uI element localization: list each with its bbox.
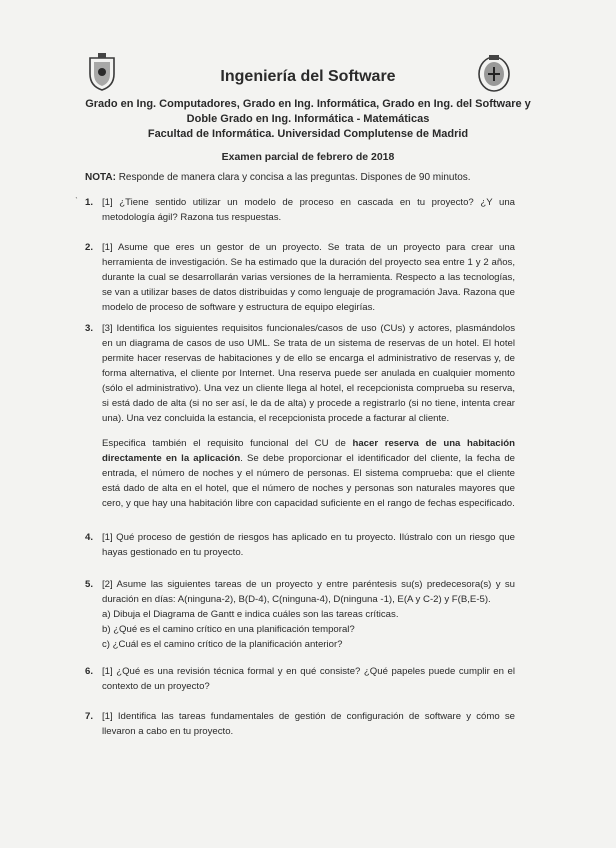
question-2: [85, 240, 515, 315]
question-number: 2.: [85, 242, 94, 253]
question-5: [85, 577, 515, 652]
note: [85, 172, 545, 183]
question-text: [2] Asume las siguientes tareas de un proyecto y entre paréntesis su(s) predecesora(s) y su duración en días: A(ninguna-2), B(D-4), C(ninguna-4), D(ninguna -1), E(A y C-2) y F(B,E-5).: [102, 579, 515, 605]
question-subitem-b: b) ¿Qué es el camino crítico en una planificación temporal?: [102, 624, 355, 635]
question-7: [85, 709, 515, 739]
question-number: 3.: [85, 323, 94, 334]
question-number: 6.: [85, 666, 94, 677]
question-text-2-post: . Se debe proporcionar el identificador del cliente, la fecha de entrada, el número de noches y el número de personas. El sistema comprueba: que el cliente está dado de alta en el hotel, que el número de noches y personas son naturales mayores que cero, y que hay una habitación libre con capacidad suficiente en el rango de fechas especificado.: [102, 453, 515, 509]
question-6: [85, 664, 515, 694]
question-3: [85, 321, 515, 511]
question-text: [1] Identifica las tareas fundamentales de gestión de configuración de software y cómo se llevaron a cabo en tu proyecto.: [102, 711, 515, 737]
question-text-2: [102, 436, 515, 511]
question-text: [1] Asume que eres un gestor de un proyecto. Se trata de un proyecto para crear una herramienta de investigación. Se ha estimado que la duración del proyecto sea entre 1 y 2 años, durante la cual se desarrollarán varias versiones de la herramienta. Respecto a las tecnologías, se van a utilizar bases de datos distribuidas y como lenguaje de programación Java. Razona que modelo de proceso de software y estructura de equipo elegirías.: [102, 242, 515, 313]
pen-tick-mark: ˋ: [75, 196, 78, 206]
header-line: Grado en Ing. Computadores, Grado en Ing. Informática, Grado en Ing. del Software y: [85, 98, 531, 110]
exam-subtitle: Examen parcial de febrero de 2018: [221, 151, 395, 163]
question-number: 5.: [85, 579, 94, 590]
question-number: 7.: [85, 711, 94, 722]
question-text: [1] ¿Tiene sentido utilizar un modelo de proceso en cascada en tu proyecto? ¿Y una metodología ágil? Razona tus respuestas.: [102, 197, 515, 223]
page-title: Ingeniería del Software: [220, 68, 396, 85]
question-text-2-bold: hacer reserva de una habitación directamente en la aplicación: [102, 438, 516, 464]
note-label: NOTA:: [85, 172, 116, 183]
question-4: [85, 530, 515, 560]
question-number: 4.: [85, 532, 94, 543]
header-line: Facultad de Informática. Universidad Complutense de Madrid: [147, 128, 469, 140]
question-subitem-a: a) Dibuja el Diagrama de Gantt e indica cuáles son las tareas críticas.: [102, 609, 399, 620]
question-1: [85, 195, 515, 225]
header-block: [40, 97, 576, 142]
question-text: [3] Identifica los siguientes requisitos funcionales/casos de uso (CUs) y actores, plasmándolos en un diagrama de casos de uso UML. Se trata de un sistema de reservas de un hotel. El hotel permite hacer reservas de habitaciones y de ello se encarga el administrativo de reservas y, de forma alternativa, el cliente por Internet. Una reserva puede ser anulada en cualquier momento (sólo el administrativo). Una vez un cliente llega al hotel, el recepcionista comprueba su reserva, si está dado de alta (si no ser así, le da de alta) y procede a registrarlo (si no tiene, intenta crear una). Una vez concluida la estancia, el recepcionista procede a facturar al cliente.: [102, 323, 515, 424]
note-text: Responde de manera clara y concisa a las preguntas. Dispones de 90 minutos.: [118, 172, 471, 183]
question-text: [1] ¿Qué es una revisión técnica formal y en qué consiste? ¿Qué papeles puede cumplir en el contexto de un proyecto?: [102, 666, 515, 692]
header-line: Doble Grado en Ing. Informática - Matemáticas: [186, 113, 430, 125]
question-text-2-pre: Especifica también el requisito funcional del CU de: [102, 438, 346, 449]
question-number: 1.: [85, 197, 94, 208]
question-text: [1] Qué proceso de gestión de riesgos has aplicado en tu proyecto. Ilústralo con un riesgo que hayas gestionado en tu proyecto.: [102, 532, 515, 558]
question-subitem-c: c) ¿Cuál es el camino crítico de la planificación anterior?: [102, 639, 343, 650]
